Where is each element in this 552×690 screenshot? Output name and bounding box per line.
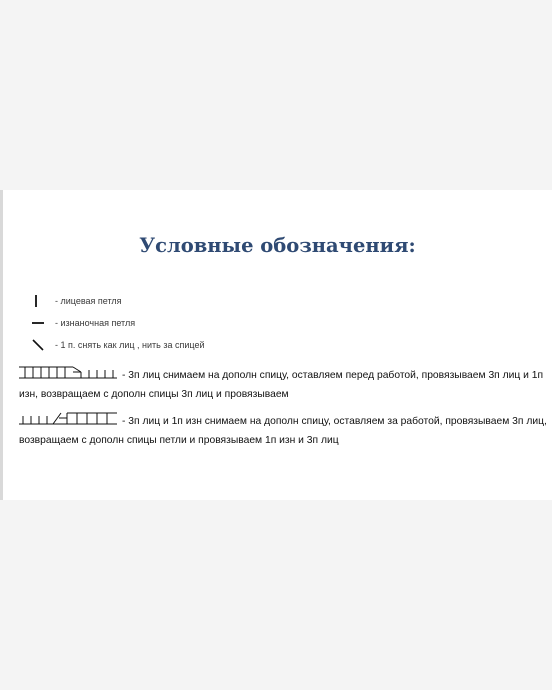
slip-stitch-icon [31,338,47,352]
cable-back-cross-icon [19,412,119,425]
page-title: Условные обозначения: [139,234,416,257]
legend-card [0,190,552,500]
legend-item-slip [31,338,204,352]
cable-back-description [19,412,549,450]
cable-back-text: - 3п лиц и 1п изн снимаем на дополн спицу, оставляем за работой, провязываем 3п лиц, возвращаем с дополн спицы петли и провязываем 1п изн и 3п лиц [19,416,547,446]
legend-item-knit [31,294,122,308]
legend-label: - 1 п. снять как лиц , нить за спицей [55,340,205,350]
legend-label: - изнаночная петля [55,318,136,328]
purl-stitch-icon [31,316,47,330]
cable-front-description [19,366,549,404]
legend-label: - лицевая петля [55,296,122,306]
knit-stitch-icon [31,294,47,308]
cable-front-text: - 3п лиц снимаем на дополн спицу, оставляем перед работой, провязываем 3п лиц и 1п изн, возвращаем с дополн спицы 3п лиц и провязываем [19,370,544,400]
cable-front-cross-icon [19,366,119,379]
legend-item-purl [31,316,135,330]
